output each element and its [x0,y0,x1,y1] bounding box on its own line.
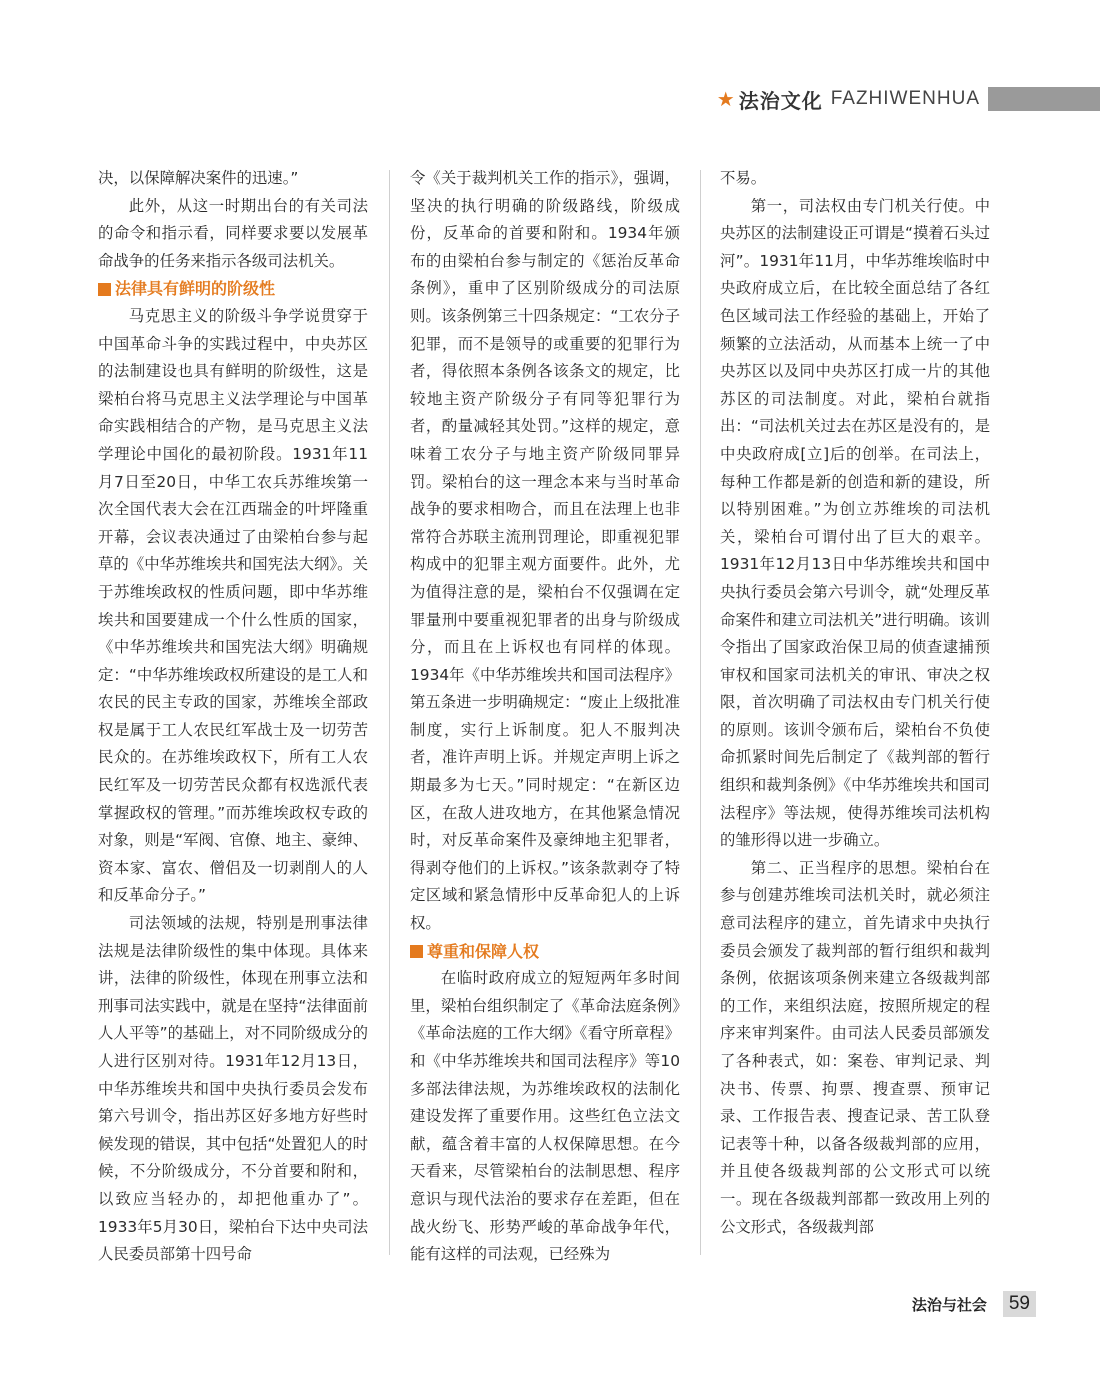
section-heading-text: 尊重和保障人权 [427,941,540,961]
paragraph: 不易。 [720,169,767,187]
section-heading [410,938,680,966]
section-title-cn: 法治文化 [738,88,823,113]
column-divider [389,170,390,1255]
section-heading-text: 法律具有鲜明的阶级性 [115,279,276,299]
column-divider [700,170,701,1255]
column-1 [98,165,368,1269]
magazine-name: 法治与社会 [911,1295,987,1314]
column-3 [720,165,990,1241]
header-bar [988,87,1100,111]
paragraph: 马克思主义的阶级斗争学说贯穿于中国革命斗争的实践过程中，中央苏区的法制建设也具有鲜明的阶级性，这是梁柏台将马克思主义法学理论与中国革命实践相结合的产物，是马克思主义法学理论中国化的最初阶段。1931年11月7日至20日，中华工农兵苏维埃第一次全国代表大会在江西瑞金的叶坪隆重开幕，会议表决通过了由梁柏台参与起草的《中华苏维埃共和国宪法大纲》。关于苏维埃政权的性质问题，即中华苏维埃共和国要建成一个什么性质的国家，《中华苏维埃共和国宪法大纲》明确规定：“中华苏维埃政权所建设的是工人和农民的民主专政的国家，苏维埃全部政权是属于工人农民红军战士及一切劳苦民众的。在苏维埃政权下，所有工人农民红军及一切劳苦民众都有权选派代表掌握政权的管理。”而苏维埃政权专政的对象，则是“军阀、官僚、地主、豪绅、资本家、富农、僧侣及一切剥削人的人和反革命分子。” [98,306,368,905]
page-footer [912,1290,1036,1318]
square-bullet-icon [410,945,423,958]
page-number: 59 [1003,1291,1036,1317]
paragraph: 司法领域的法规，特别是刑事法律法规是法律阶级性的集中体现。具体来讲，法律的阶级性，体现在刑事立法和刑事司法实践中，就是在坚持“法律面前人人平等”的基础上，对不同阶级成分的人进行区别对待。1931年12月13日，中华苏维埃共和国中央执行委员会发布第六号训令，指出苏区好多地方好些时候发现的错误，其中包括“处置犯人的时候，不分阶级成分，不分首要和附和，以致应当轻办的，却把他重办了”。1933年5月30日，梁柏台下达中央司法人民委员部第十四号命 [98,914,368,1264]
paragraph: 在临时政府成立的短短两年多时间里，梁柏台组织制定了《革命法庭条例》《革命法庭的工作大纲》《看守所章程》和《中华苏维埃共和国司法程序》等10多部法律法规，为苏维埃政权的法制化建设发挥了重要作用。这些红色立法文献，蕴含着丰富的人权保障思想。在今天看来，尽管梁柏台的法制思想、程序意识与现代法治的要求存在差距，但在战火纷飞、形势严峻的革命战争年代，能有这样的司法观，已经殊为 [410,969,680,1264]
section-header [717,87,1100,111]
paragraph: 决，以保障解决案件的迅速。” [98,169,299,187]
section-heading [98,275,368,303]
paragraph: 令《关于裁判机关工作的指示》，强调，坚决的执行明确的阶级路线，阶级成份，反革命的首要和附和。1934年颁布的由梁柏台参与制定的《惩治反革命条例》，重申了区别阶级成分的司法原则。该条例第三十四条规定：“工农分子犯罪，而不是领导的或重要的犯罪行为者，得依照本条例各该条文的规定，比较地主资产阶级分子有同等犯罪行为者，酌量减轻其处罚。”这样的规定，意味着工农分子与地主资产阶级同罪异罚。梁柏台的这一理念本来与当时革命战争的要求相吻合，而且在法理上也非常符合苏联主流刑罚理论，即重视犯罪构成中的犯罪主观方面要件。此外，尤为值得注意的是，梁柏台不仅强调在定罪量刑中要重视犯罪者的出身与阶级成分，而且在上诉权也有同样的体现。1934年《中华苏维埃共和国司法程序》第五条进一步明确规定：“废止上级批准制度，实行上诉制度。犯人不服判决者，准许声明上诉。并规定声明上诉之期最多为七天。”同时规定：“在新区边区，在敌人进攻地方，在其他紧急情况时，对反革命案件及豪绅地主犯罪者，得剥夺他们的上诉权。”该条款剥夺了特定区域和紧急情形中反革命犯人的上诉权。 [410,169,681,933]
paragraph: 第二、正当程序的思想。梁柏台在参与创建苏维埃司法机关时，就必须注意司法程序的建立，首先请求中央执行委员会颁发了裁判部的暂行组织和裁判条例，依据该项条例来建立各级裁判部的工作，来组织法庭，按照所规定的程序来审判案件。由司法人民委员部颁发了各种表式，如：案卷、审判记录、判决书、传票、拘票、搜查票、预审记录、工作报告表、搜查记录、苦工队登记表等十种，以备各级裁判部的应用，并且使各级裁判部的公文形式可以统一。现在各级裁判部都一致改用上列的公文形式，各级裁判部 [720,858,990,1236]
star-icon: ★ [716,87,735,111]
section-title-en: FAZHIWENHUA [830,88,980,109]
paragraph: 此外，从这一时期出台的有关司法的命令和指示看，同样要求要以发展革命战争的任务来指示各级司法机关。 [98,196,368,270]
square-bullet-icon [98,283,111,296]
paragraph: 第一，司法权由专门机关行使。中央苏区的法制建设正可谓是“摸着石头过河”。1931年11月，中华苏维埃临时中央政府成立后，在比较全面总结了各红色区域司法工作经验的基础上，开始了频繁的立法活动，从而基本上统一了中央苏区以及同中央苏区打成一片的其他苏区的司法制度。对此，梁柏台就指出：“司法机关过去在苏区是没有的，是中央政府成[立]后的创举。在司法上，每种工作都是新的创造和新的建设，所以特别困难。”为创立苏维埃的司法机关，梁柏台可谓付出了巨大的艰辛。1931年12月13日中华苏维埃共和国中央执行委员会第六号训令，就“处理反革命案件和建立司法机关”进行明确。该训令指出了国家政治保卫局的侦查逮捕预审权和国家司法机关的审讯、审决之权限，首次明确了司法权由专门机关行使的原则。该训令颁布后，梁柏台不负使命抓紧时间先后制定了《裁判部的暂行组织和裁判条例》《中华苏维埃共和国司法程序》等法规，使得苏维埃司法机构的雏形得以进一步确立。 [720,196,990,850]
column-2 [410,165,680,1269]
